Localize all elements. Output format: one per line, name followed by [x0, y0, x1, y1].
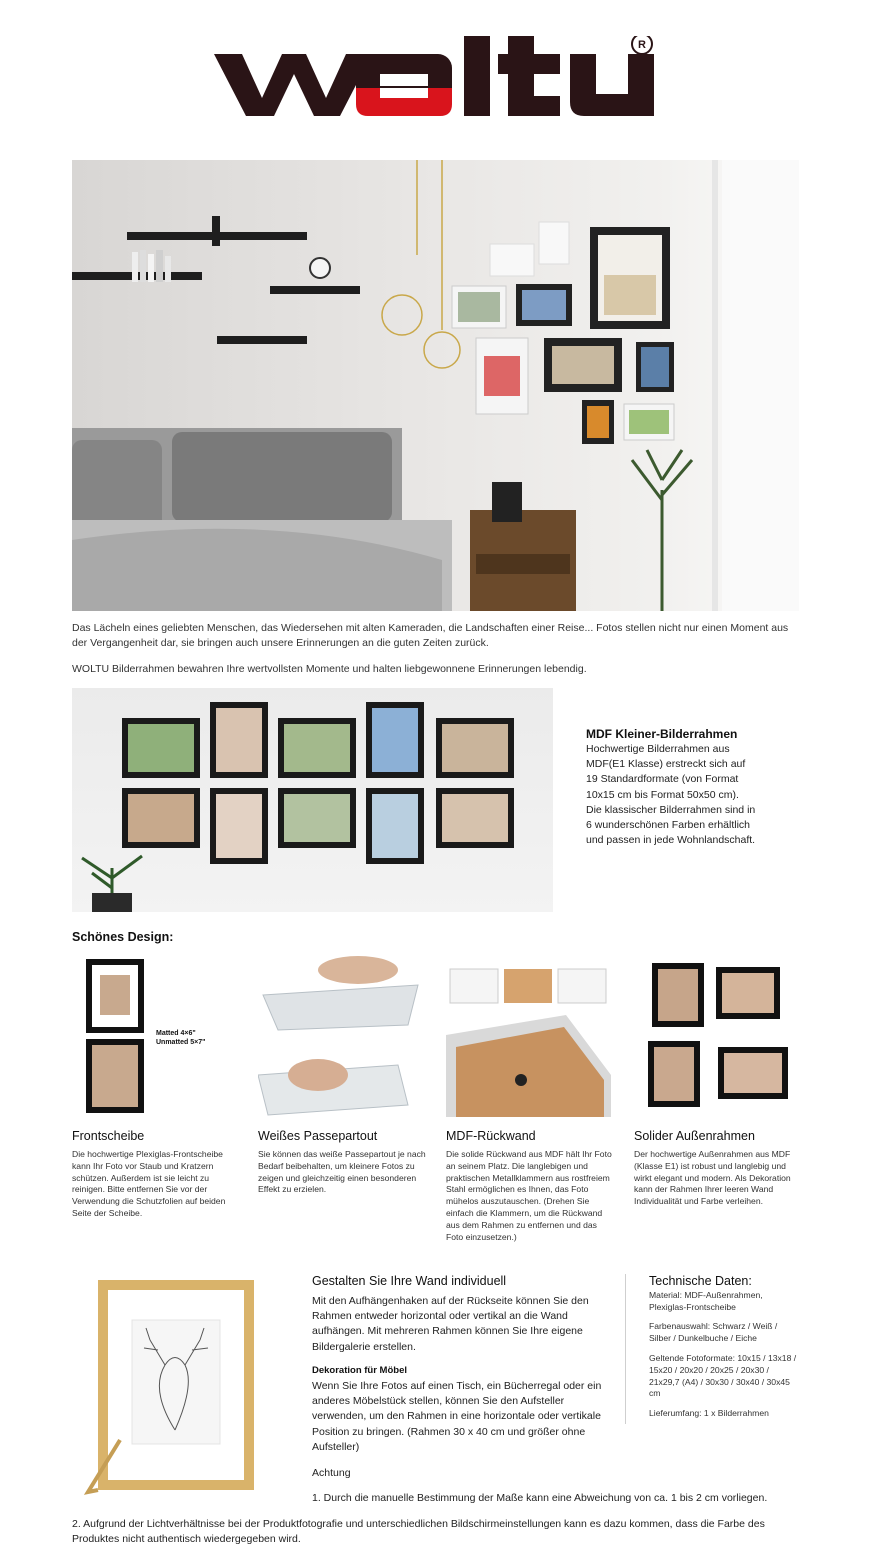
tech-scope: Lieferumfang: 1 x Bilderrahmen: [649, 1408, 769, 1418]
frontscheibe-text: Die hochwertige Plexiglas-Frontscheibe kann Ihr Foto vor Staub und Kratzern schützen. Außerdem ist sie leicht zu reinigen. Bitte entfernen Sie vor der Verwendung die Schutzfolien auf beiden Seite der Scheibe.: [72, 1149, 226, 1218]
frame-gallery-photo: [72, 688, 553, 912]
svg-text:R: R: [638, 39, 646, 51]
achtung-label: Achtung: [312, 1467, 351, 1479]
wall-text: Mit den Aufhängenhaken auf der Rückseite können Sie den Rahmen entweder horizontal oder vertikal an die Wand aufhängen. Mit mehreren Rahmen können Sie Ihre eigene Bildergalerie erstellen.: [312, 1295, 589, 1353]
note-2: 2. Aufgrund der Lichtverhältnisse bei der Produktfotografie und unterschiedlichen Bildschirmeinstellungen kann es dazu kommen, dass die Farbe des Produktes nicht authentisch wiedergegeben wird.: [72, 1518, 765, 1546]
aussenrahmen-text: Der hochwertige Außenrahmen aus MDF (Klasse E1) ist robust und langlebig und wirkt elegant und modern. Als Dekoration kann der Rahmen Ihrer leeren Wand Individualität und Farbe verleihen.: [634, 1149, 791, 1207]
moebel-title: Dekoration für Möbel: [312, 1365, 408, 1376]
passepartout-text: Sie können das weiße Passepartout je nach Bedarf beibehalten, um kleinere Fotos zu zeigen und gleichzeitig einen besonderen Effekt zu erzielen.: [258, 1149, 426, 1195]
tech-title: Technische Daten:: [649, 1274, 752, 1288]
moebel-text: Wenn Sie Ihre Fotos auf einen Tisch, ein Bücherregal oder ein anderes Möbelstück stellen, können Sie den Aufsteller verwenden, um den Rahmen in eine horizontale oder vertikale Position zu bringen. (Rahmen 30 x 40 cm und größer ohne Aufsteller): [312, 1380, 602, 1453]
matted-label: Matted 4×6": [156, 1030, 196, 1037]
rueckwand-image: [446, 955, 611, 1117]
passepartout-image: [258, 955, 423, 1117]
design-heading: Schönes Design:: [72, 930, 174, 944]
mdf-description: Hochwertige Bilderrahmen aus MDF(E1 Klasse) erstreckt sich auf 19 Standardformate (von Format 10x15 cm bis Format 50x50 cm). Die klassischer Bilderrahmen sind in 6 wunderschönen Farben erhältlich und passen in jede Wohnlandschaft.: [586, 743, 756, 847]
note-1: 1. Durch die manuelle Bestimmung der Maße kann eine Abweichung von ca. 1 bis 2 cm vorliegen.: [312, 1492, 768, 1504]
intro-paragraph-2: WOLTU Bilderrahmen bewahren Ihre wertvollsten Momente und halten liebgewonnene Erinnerungen lebendig.: [72, 663, 587, 675]
gold-frame-photo: [80, 1270, 270, 1495]
tech-material: Material: MDF-Außenrahmen, Plexiglas-Frontscheibe: [649, 1290, 763, 1312]
rueckwand-text: Die solide Rückwand aus MDF hält Ihr Foto an seinem Platz. Die langlebigen und praktischen Metallklammern aus rostfreiem Stahl ermöglichen es Ihnen, das Foto mühelos auszutauschen. (Drehen Sie einfach die Klammern, um die Rückwand aus dem Rahmen zu entfernen und das Foto einzusetzen.): [446, 1149, 612, 1242]
column-divider: [625, 1274, 626, 1424]
rueckwand-title: MDF-Rückwand: [446, 1129, 536, 1143]
woltu-logo: [214, 36, 664, 126]
passepartout-title: Weißes Passepartout: [258, 1129, 378, 1143]
unmatted-label: Unmatted 5×7": [156, 1039, 206, 1046]
aussenrahmen-image: [634, 955, 799, 1117]
tech-colors: Farbenauswahl: Schwarz / Weiß / Silber / Dunkelbuche / Eiche: [649, 1321, 778, 1343]
aussenrahmen-title: Solider Außenrahmen: [634, 1129, 755, 1143]
frontscheibe-title: Frontscheibe: [72, 1129, 145, 1143]
bedroom-photo: [72, 160, 799, 611]
frontscheibe-image: [72, 955, 237, 1117]
tech-formats: Geltende Fotoformate: 10x15 / 13x18 / 15x20 / 20x20 / 20x25 / 20x30 / 21x29,7 (A4) / 30x30 / 30x40 / 30x45 cm: [649, 1353, 797, 1399]
mdf-title: MDF Kleiner-Bilderrahmen: [586, 727, 738, 741]
intro-paragraph-1: Das Lächeln eines geliebten Menschen, das Wiedersehen mit alten Kameraden, die Landschaften einer Reise... Fotos stellen nicht nur einen Moment aus der Vergangenheit dar, sie bringen auch unsere Erinnerungen an die guten Zeiten zurück.: [72, 622, 789, 649]
wall-title: Gestalten Sie Ihre Wand individuell: [312, 1274, 507, 1288]
